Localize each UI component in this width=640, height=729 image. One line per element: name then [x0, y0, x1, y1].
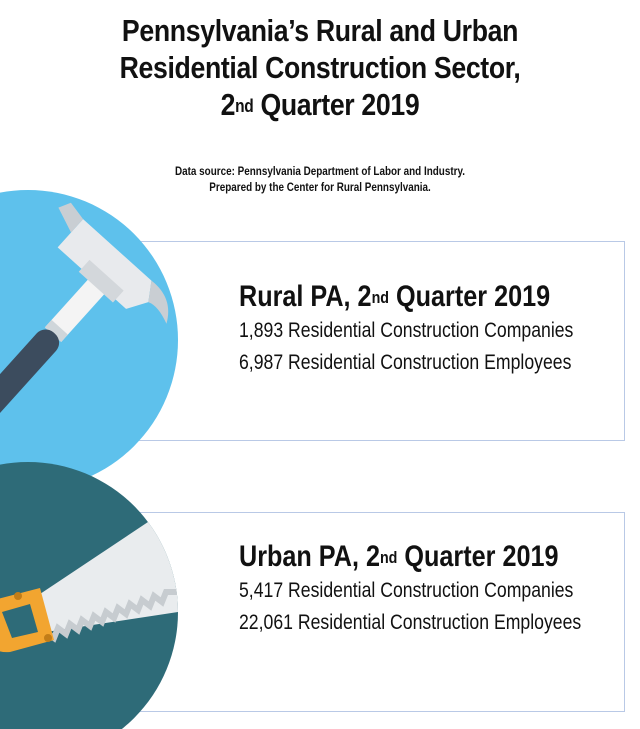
- icon-column: [0, 0, 181, 729]
- rural-card-text: [239, 279, 637, 379]
- title-line-2: Residential Construction Sector,: [119, 50, 521, 85]
- rural-heading-pre: Rural PA, 2: [239, 280, 372, 313]
- urban-companies: 5,417 Residential Construction Companies: [239, 579, 574, 602]
- urban-heading-sup: nd: [379, 548, 398, 567]
- title-line-3-post: Quarter 2019: [253, 87, 420, 122]
- urban-card-text: [239, 539, 640, 639]
- source-line-2: Prepared by the Center for Rural Pennsylvania.: [209, 182, 431, 194]
- title-line-1: Pennsylvania’s Rural and Urban: [121, 13, 519, 48]
- rural-companies: 1,893 Residential Construction Companies: [239, 319, 574, 342]
- rural-employees: 6,987 Residential Construction Employees: [239, 351, 572, 374]
- saw-icon: [0, 462, 178, 729]
- urban-heading: [239, 539, 581, 575]
- title-line-3-pre: 2: [220, 87, 236, 122]
- rural-heading-sup: nd: [371, 288, 390, 307]
- hammer-icon: [0, 190, 178, 490]
- rural-heading-post: Quarter 2019: [389, 280, 551, 313]
- urban-heading-post: Quarter 2019: [397, 540, 559, 573]
- urban-heading-pre: Urban PA, 2: [239, 540, 380, 573]
- urban-icon-circle: [0, 462, 178, 729]
- rural-icon-circle: [0, 190, 178, 490]
- title-line-3-sup: nd: [235, 96, 254, 116]
- urban-employees: 22,061 Residential Construction Employees: [239, 611, 582, 634]
- source-line-1: Data source: Pennsylvania Department of Labor and Industry.: [174, 166, 465, 178]
- rural-heading: [239, 279, 573, 315]
